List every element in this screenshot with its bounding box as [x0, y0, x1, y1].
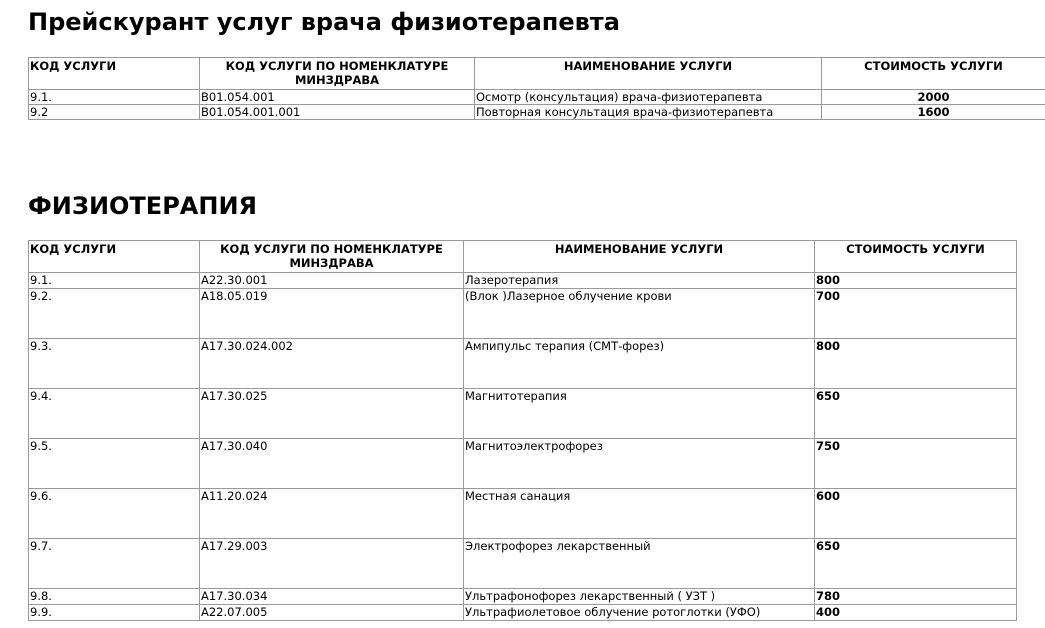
service-price-cell: 2000: [822, 90, 1045, 105]
service-name-cell: Ампипульс терапия (СМТ-форез): [464, 339, 815, 389]
service-code-cell: 9.3.: [29, 339, 200, 389]
consultation-price-table: [28, 57, 1045, 120]
service-code-cell: 9.8.: [29, 589, 200, 605]
header-service-code: КОД УСЛУГИ: [29, 58, 200, 90]
table-row: [29, 389, 1017, 439]
table-header-row: [29, 241, 1017, 273]
nomenclature-code-cell: В01.054.001.001: [200, 105, 475, 120]
table-row: [29, 90, 1045, 105]
table-row: [29, 273, 1017, 289]
table-row: [29, 289, 1017, 339]
service-code-cell: 9.7.: [29, 539, 200, 589]
header-service-price: СТОИМОСТЬ УСЛУГИ: [822, 58, 1045, 90]
service-price-cell: 780: [815, 589, 1017, 605]
nomenclature-code-cell: В01.054.001: [200, 90, 475, 105]
table-row: [29, 105, 1045, 120]
header-service-code: КОД УСЛУГИ: [29, 241, 200, 273]
service-name-cell: (Влок )Лазерное облучение крови: [464, 289, 815, 339]
service-code-cell: 9.9.: [29, 605, 200, 621]
nomenclature-code-cell: А18.05.019: [200, 289, 464, 339]
table-header-row: [29, 58, 1045, 90]
service-name-cell: Лазеротерапия: [464, 273, 815, 289]
service-price-cell: 1600: [822, 105, 1045, 120]
header-nomenclature-code: КОД УСЛУГИ ПО НОМЕНКЛАТУРЕ МИНЗДРАВА: [200, 241, 464, 273]
nomenclature-code-cell: А22.30.001: [200, 273, 464, 289]
service-name-cell: Осмотр (консультация) врача-физиотерапевта: [475, 90, 822, 105]
service-name-cell: Местная санация: [464, 489, 815, 539]
nomenclature-code-cell: А17.30.025: [200, 389, 464, 439]
service-name-cell: Повторная консультация врача-физиотерапевта: [475, 105, 822, 120]
service-name-cell: Магнитоэлектрофорез: [464, 439, 815, 489]
table-row: [29, 605, 1017, 621]
table-row: [29, 589, 1017, 605]
service-name-cell: Ультрафонофорез лекарственный ( УЗТ ): [464, 589, 815, 605]
physiotherapy-price-table: [28, 240, 1017, 621]
section-title-physiotherapy: ФИЗИОТЕРАПИЯ: [28, 192, 258, 220]
service-price-cell: 650: [815, 539, 1017, 589]
service-code-cell: 9.5.: [29, 439, 200, 489]
nomenclature-code-cell: А17.30.024.002: [200, 339, 464, 389]
header-service-name: НАИМЕНОВАНИЕ УСЛУГИ: [464, 241, 815, 273]
service-name-cell: Ультрафиолетовое облучение ротоглотки (УФО): [464, 605, 815, 621]
table-row: [29, 489, 1017, 539]
nomenclature-code-cell: А17.30.040: [200, 439, 464, 489]
nomenclature-code-cell: А17.30.034: [200, 589, 464, 605]
service-price-cell: 700: [815, 289, 1017, 339]
header-service-name: НАИМЕНОВАНИЕ УСЛУГИ: [475, 58, 822, 90]
service-code-cell: 9.1.: [29, 273, 200, 289]
table-row: [29, 439, 1017, 489]
nomenclature-code-cell: А17.29.003: [200, 539, 464, 589]
service-code-cell: 9.4.: [29, 389, 200, 439]
service-code-cell: 9.2.: [29, 289, 200, 339]
service-name-cell: Электрофорез лекарственный: [464, 539, 815, 589]
service-price-cell: 750: [815, 439, 1017, 489]
service-price-cell: 600: [815, 489, 1017, 539]
service-price-cell: 400: [815, 605, 1017, 621]
nomenclature-code-cell: А22.07.005: [200, 605, 464, 621]
page-title: Прейскурант услуг врача физиотерапевта: [28, 8, 620, 36]
header-nomenclature-code: КОД УСЛУГИ ПО НОМЕНКЛАТУРЕ МИНЗДРАВА: [200, 58, 475, 90]
service-code-cell: 9.2: [29, 105, 200, 120]
header-service-price: СТОИМОСТЬ УСЛУГИ: [815, 241, 1017, 273]
table-row: [29, 339, 1017, 389]
service-price-cell: 800: [815, 273, 1017, 289]
service-code-cell: 9.1.: [29, 90, 200, 105]
nomenclature-code-cell: А11.20.024: [200, 489, 464, 539]
service-code-cell: 9.6.: [29, 489, 200, 539]
service-price-cell: 650: [815, 389, 1017, 439]
table-row: [29, 539, 1017, 589]
service-name-cell: Магнитотерапия: [464, 389, 815, 439]
service-price-cell: 800: [815, 339, 1017, 389]
